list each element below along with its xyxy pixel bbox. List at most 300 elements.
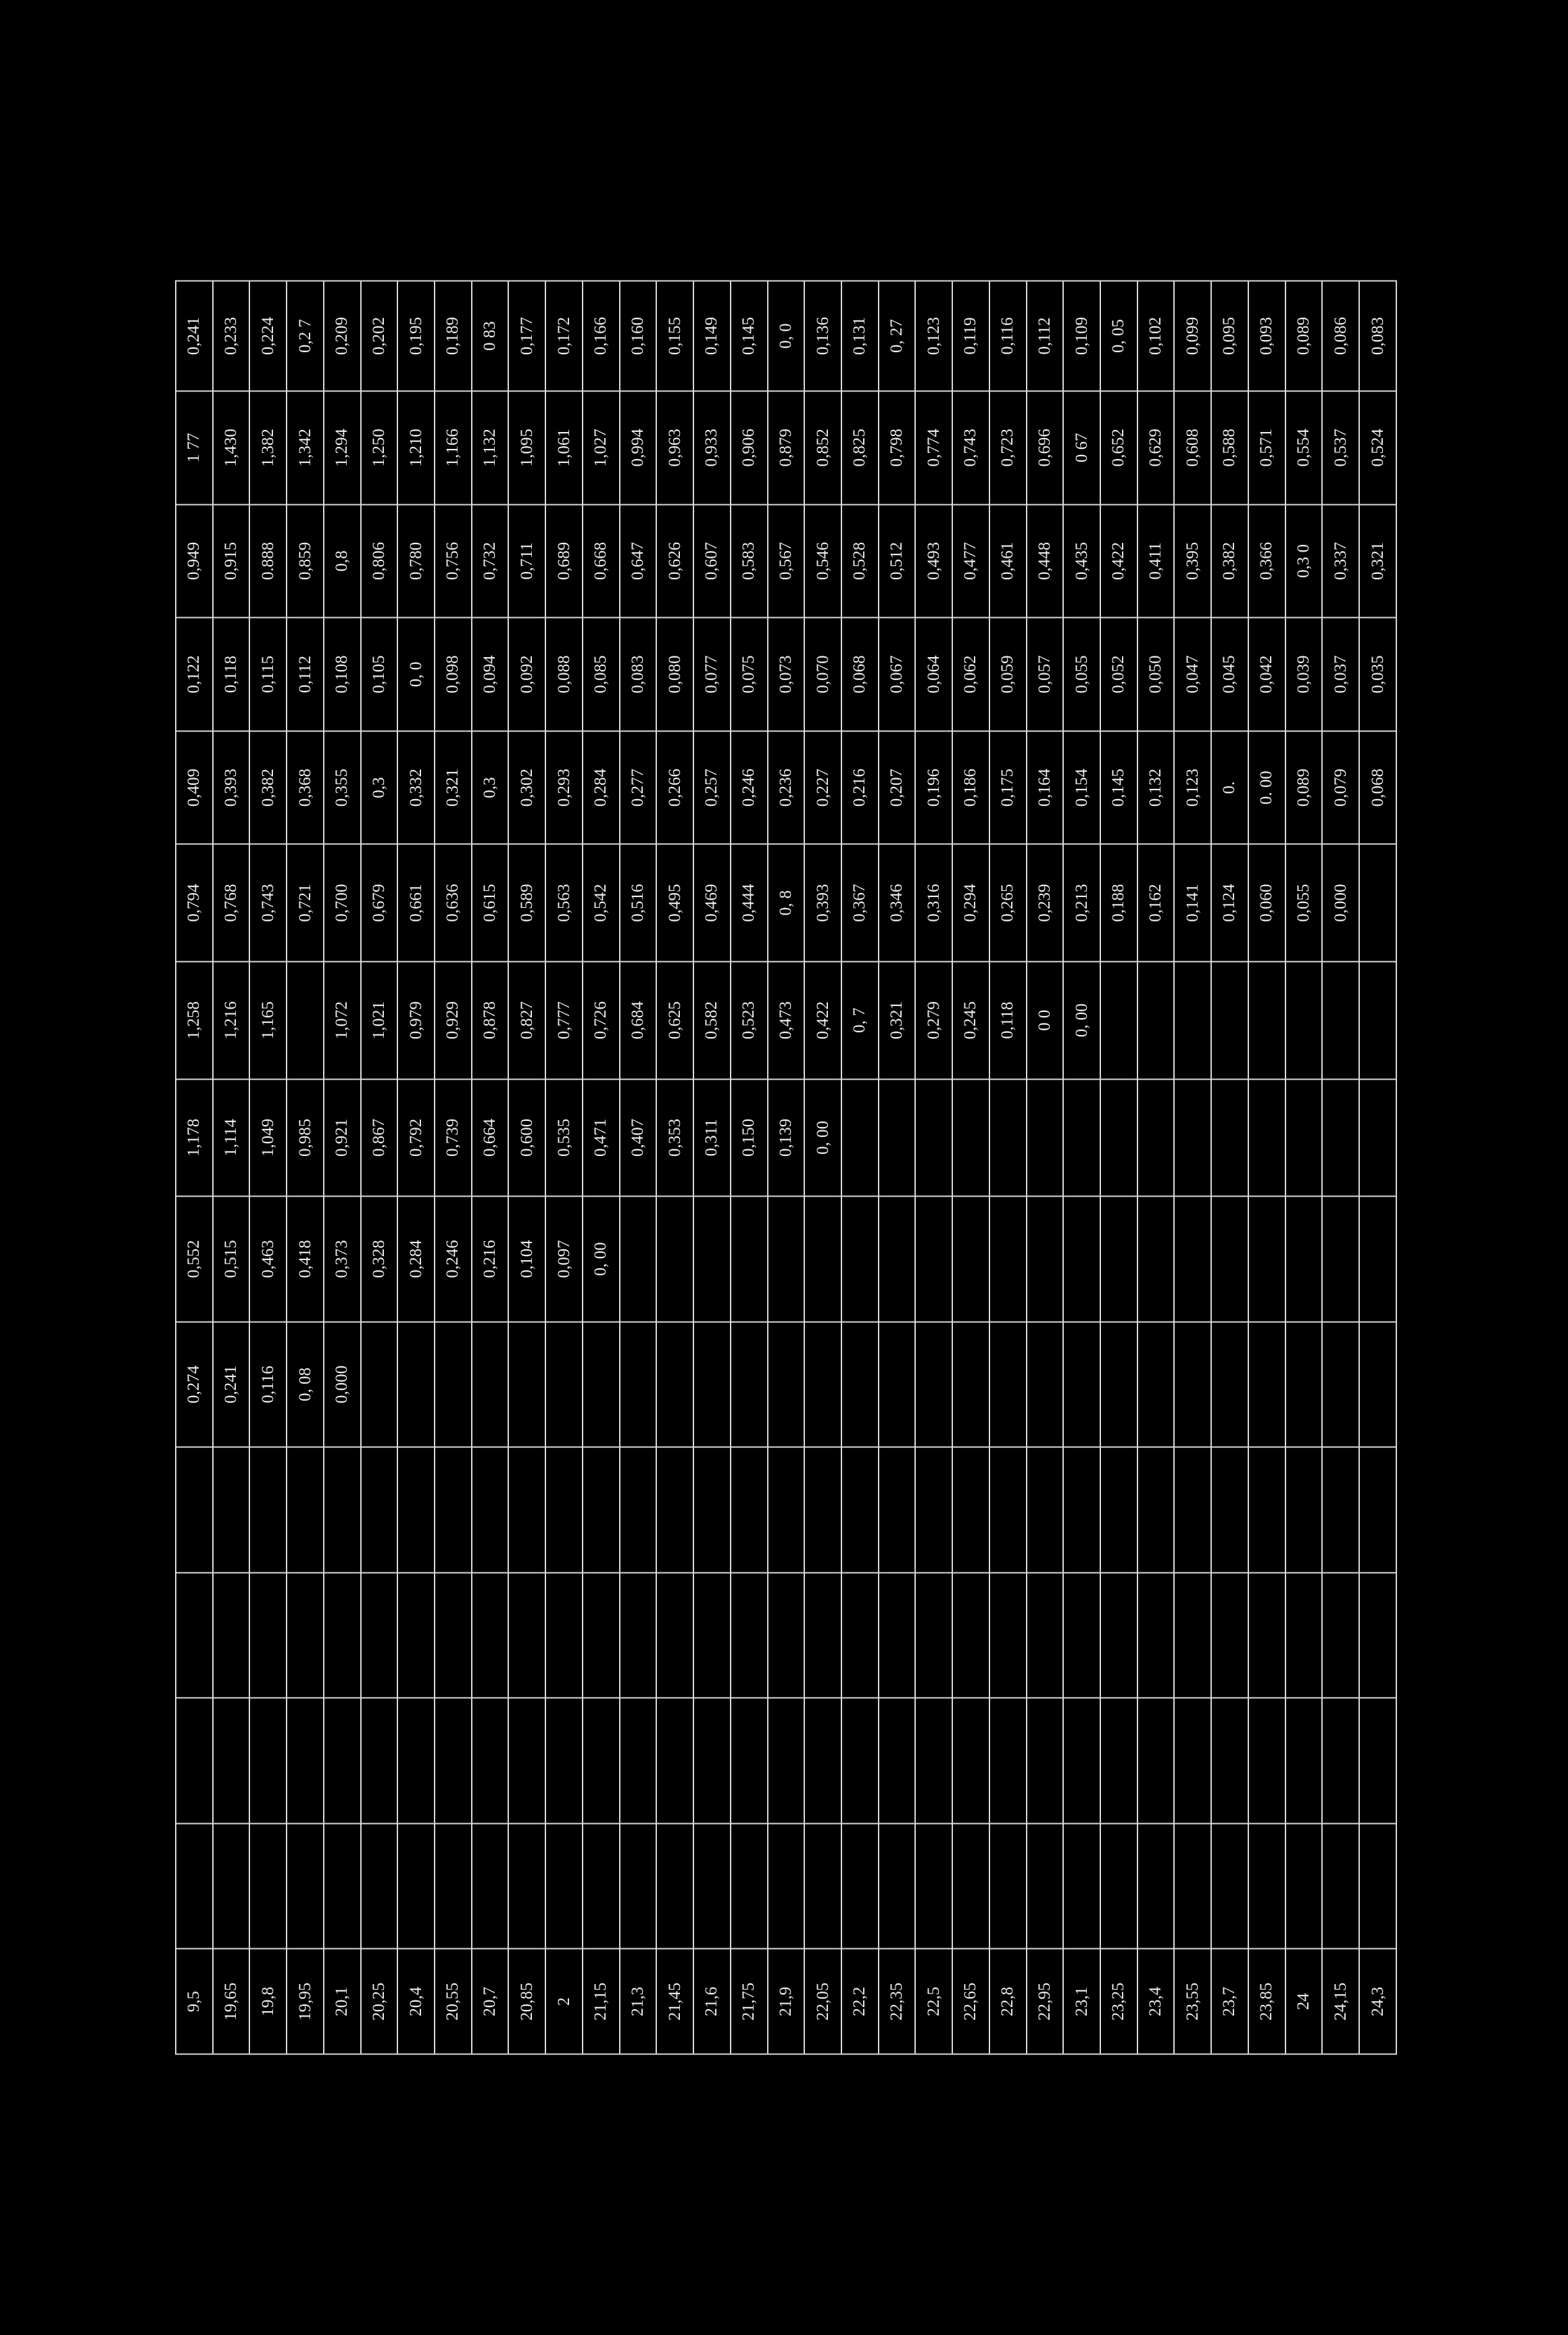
row-key-cell: 22,05 [804,1949,841,2054]
table-cell [915,1823,952,1949]
table-cell [915,1572,952,1698]
table-cell: 0,625 [656,961,693,1079]
table-cell [361,1322,398,1447]
table-cell: 0,588 [1211,391,1248,504]
table-cell [1359,1322,1396,1447]
table-cell: 0,696 [1027,391,1064,504]
table-row [693,281,731,2054]
table-cell: 0,097 [545,1197,583,1322]
table-cell: 1,430 [213,391,250,504]
table-cell [545,1823,583,1949]
table-cell: 1 77 [176,391,213,504]
row-key-cell: 23,85 [1248,1949,1285,2054]
table-cell: 0,3 [472,731,509,844]
table-cell: 0,2 7 [287,281,324,391]
row-key-cell: 19,65 [213,1949,250,2054]
table-cell [620,1447,657,1573]
table-cell [1137,1322,1175,1447]
table-cell [397,1698,435,1824]
table-row [213,281,250,2054]
table-cell: 0,444 [731,844,768,962]
table-cell: 0,196 [915,731,952,844]
table-cell: 0,039 [1285,618,1323,731]
table-cell [1100,1197,1137,1322]
table-cell: 0,057 [1027,618,1064,731]
table-cell [915,1447,952,1573]
table-cell: 0,411 [1137,504,1175,618]
table-cell: 1,061 [545,391,583,504]
table-cell: 0, 00 [804,1079,841,1197]
table-cell: 0,867 [361,1079,398,1197]
table-row [583,281,620,2054]
table-cell [1027,1447,1064,1573]
table-cell: 0,366 [1248,504,1285,618]
table-cell: 0,756 [435,504,472,618]
table-cell [620,1197,657,1322]
table-cell [693,1572,731,1698]
table-cell [656,1698,693,1824]
table-cell [989,1572,1027,1698]
table-cell [1285,1572,1323,1698]
table-cell: 0,060 [1248,844,1285,962]
table-cell: 0. [1211,731,1248,844]
table-cell: 0,395 [1174,504,1211,618]
table-cell: 0,062 [952,618,989,731]
table-cell: 0,245 [952,961,989,1079]
table-cell: 0,721 [287,844,324,962]
table-cell [1137,1823,1175,1949]
table-cell [1174,1197,1211,1322]
table-cell [1027,1197,1064,1322]
table-cell: 0,118 [213,618,250,731]
table-cell [583,1823,620,1949]
row-key-cell: 20,7 [472,1949,509,2054]
table-cell: 1,382 [249,391,287,504]
table-cell: 0,495 [656,844,693,962]
table-cell [435,1823,472,1949]
table-cell [1359,1197,1396,1322]
table-cell [1322,1823,1359,1949]
table-row [287,281,324,2054]
table-cell [435,1572,472,1698]
table-cell: 0,493 [915,504,952,618]
table-cell [879,1572,916,1698]
table-cell: 0,050 [1137,618,1175,731]
table-cell [1322,1698,1359,1824]
table-cell [545,1322,583,1447]
table-cell [952,1322,989,1447]
table-cell: 0,164 [1027,731,1064,844]
table-cell [249,1698,287,1824]
table-row [731,281,768,2054]
table-cell: 0, 8 [768,844,805,962]
table-cell [1285,1823,1323,1949]
table-cell: 0,042 [1248,618,1285,731]
table-row [1359,281,1396,2054]
table-cell [361,1447,398,1573]
table-cell [768,1823,805,1949]
table-row [397,281,435,2054]
table-cell: 0,471 [583,1079,620,1197]
table-cell: 0,132 [1137,731,1175,844]
table-cell: 0,123 [1174,731,1211,844]
row-key-cell: 21,3 [620,1949,657,2054]
table-cell [1137,961,1175,1079]
table-cell: 0,963 [656,391,693,504]
table-cell [361,1572,398,1698]
table-cell [731,1698,768,1824]
table-cell: 0,435 [1063,504,1100,618]
row-key-cell: 22,65 [952,1949,989,2054]
table-cell [287,1572,324,1698]
table-row [324,281,361,2054]
table-cell: 0,099 [1174,281,1211,391]
table-cell: 0,095 [1211,281,1248,391]
table-cell [324,1823,361,1949]
table-cell: 0,321 [435,731,472,844]
table-cell: 0,077 [693,618,731,731]
table-cell: 0,355 [324,731,361,844]
table-cell [768,1572,805,1698]
table-cell: 0, 00 [583,1197,620,1322]
table-cell [915,1322,952,1447]
table-cell [397,1823,435,1949]
table-cell [324,1447,361,1573]
table-cell: 0,000 [1322,844,1359,962]
table-row [1211,281,1248,2054]
table-cell [989,1079,1027,1197]
table-cell [1285,1197,1323,1322]
table-cell [731,1322,768,1447]
table-cell [952,1197,989,1322]
table-cell [656,1197,693,1322]
table-cell: 0,711 [508,504,545,618]
table-cell: 0,122 [176,618,213,731]
table-cell: 1,049 [249,1079,287,1197]
table-cell: 0,241 [213,1322,250,1447]
row-key-cell: 21,45 [656,1949,693,2054]
table-cell: 0,679 [361,844,398,962]
table-cell [1100,1823,1137,1949]
table-cell [656,1572,693,1698]
table-cell [1211,961,1248,1079]
table-cell: 0,086 [1322,281,1359,391]
table-cell [1322,1322,1359,1447]
table-cell: 0,554 [1285,391,1323,504]
table-cell: 0,3 0 [1285,504,1323,618]
table-cell: 1,027 [583,391,620,504]
table-cell: 0 0 [1027,961,1064,1079]
table-cell: 0,668 [583,504,620,618]
table-cell [1137,1572,1175,1698]
table-cell: 0,615 [472,844,509,962]
table-cell: 0,607 [693,504,731,618]
table-cell: 0, 7 [841,961,879,1079]
table-cell: 0,523 [731,961,768,1079]
table-cell: 0,563 [545,844,583,962]
table-row [879,281,916,2054]
table-cell: 0, 0 [768,281,805,391]
table-row [435,281,472,2054]
table-cell: 0,216 [841,731,879,844]
table-cell: 0 83 [472,281,509,391]
table-cell: 0,418 [287,1197,324,1322]
table-cell: 0,188 [1100,844,1137,962]
table-cell: 0,806 [361,504,398,618]
table-cell: 0,149 [693,281,731,391]
table-cell: 0,246 [731,731,768,844]
table-cell: 0,094 [472,618,509,731]
table-row [249,281,287,2054]
table-cell: 1,210 [397,391,435,504]
table-cell [1322,961,1359,1079]
table-cell: 0,629 [1137,391,1175,504]
table-row [1063,281,1100,2054]
table-cell [397,1447,435,1573]
table-cell [1359,1572,1396,1698]
table-cell [1174,961,1211,1079]
table-cell: 0,311 [693,1079,731,1197]
table-cell: 1,166 [435,391,472,504]
table-cell: 0,098 [435,618,472,731]
table-cell [620,1698,657,1824]
row-key-cell: 19,95 [287,1949,324,2054]
table-cell [1285,1322,1323,1447]
table-cell: 0,233 [213,281,250,391]
table-cell: 1,178 [176,1079,213,1197]
table-cell [1211,1447,1248,1573]
table-cell: 0,257 [693,731,731,844]
table-cell: 1,021 [361,961,398,1079]
table-cell [989,1322,1027,1447]
table-cell: 0,798 [879,391,916,504]
table-cell: 0,949 [176,504,213,618]
table-cell [176,1823,213,1949]
row-key-cell: 24 [1285,1949,1323,2054]
table-cell: 0,266 [656,731,693,844]
table-cell: 0,382 [249,731,287,844]
table-cell [361,1823,398,1949]
table-cell [915,1197,952,1322]
table-cell [176,1698,213,1824]
table-cell [693,1698,731,1824]
table-row [841,281,879,2054]
table-cell: 0,684 [620,961,657,1079]
table-cell: 0,055 [1285,844,1323,962]
table-cell: 0,067 [879,618,916,731]
table-cell: 0,150 [731,1079,768,1197]
table-cell: 0,284 [583,731,620,844]
table-cell [656,1447,693,1573]
table-cell [1359,961,1396,1079]
table-cell: 0,3 [361,731,398,844]
table-cell: 1,095 [508,391,545,504]
table-cell [1322,1079,1359,1197]
table-cell: 0,102 [1137,281,1175,391]
row-key-cell: 24,15 [1322,1949,1359,2054]
table-cell: 0,906 [731,391,768,504]
table-cell [1248,1572,1285,1698]
table-cell: 1,114 [213,1079,250,1197]
table-cell: 0,115 [249,618,287,731]
row-key-cell: 21,6 [693,1949,731,2054]
table-cell: 0,216 [472,1197,509,1322]
table-cell: 0,279 [915,961,952,1079]
table-cell: 0,227 [804,731,841,844]
table-cell [1137,1698,1175,1824]
table-cell: 0,073 [768,618,805,731]
table-row [1027,281,1064,2054]
table-cell: 0,316 [915,844,952,962]
row-key-cell: 23,4 [1137,1949,1175,2054]
table-cell [176,1572,213,1698]
table-cell: 0,461 [989,504,1027,618]
table-cell [1063,1322,1100,1447]
table-cell: 0,852 [804,391,841,504]
table-cell: 0,059 [989,618,1027,731]
table-row [620,281,657,2054]
table-cell [508,1698,545,1824]
table-cell [620,1572,657,1698]
row-key-cell: 20,1 [324,1949,361,2054]
table-cell: 0,175 [989,731,1027,844]
table-row [952,281,989,2054]
table-cell: 0,524 [1359,391,1396,504]
table-cell [249,1447,287,1573]
table-cell: 0,382 [1211,504,1248,618]
table-cell [472,1698,509,1824]
table-cell [1248,1823,1285,1949]
table-cell: 0,209 [324,281,361,391]
table-cell [287,1823,324,1949]
table-cell: 1,294 [324,391,361,504]
table-cell: 0,123 [915,281,952,391]
table-cell: 0,552 [176,1197,213,1322]
table-cell [508,1572,545,1698]
table-cell: 0,277 [620,731,657,844]
row-key-cell: 24,3 [1359,1949,1396,2054]
row-key-cell: 20,25 [361,1949,398,2054]
table-cell: 0,083 [620,618,657,731]
row-key-cell: 9,5 [176,1949,213,2054]
table-cell [508,1823,545,1949]
table-cell [583,1322,620,1447]
table-cell [1027,1079,1064,1197]
table-cell: 0,064 [915,618,952,731]
table-cell [656,1823,693,1949]
table-row [508,281,545,2054]
table-cell [693,1823,731,1949]
table-cell: 0,827 [508,961,545,1079]
table-cell: 0,8 [324,504,361,618]
table-cell: 0,921 [324,1079,361,1197]
table-cell: 0,035 [1359,618,1396,731]
table-cell: 0,172 [545,281,583,391]
table-cell: 0, 05 [1100,281,1137,391]
table-cell [1100,1079,1137,1197]
table-cell [989,1698,1027,1824]
table-cell: 0,160 [620,281,657,391]
table-cell: 0,112 [287,618,324,731]
table-cell: 0,093 [1248,281,1285,391]
table-cell [472,1823,509,1949]
table-cell: 0,528 [841,504,879,618]
table-cell [952,1823,989,1949]
table-cell [1137,1447,1175,1573]
table-cell [1100,1698,1137,1824]
table-cell [472,1572,509,1698]
table-cell: 0,393 [213,731,250,844]
table-cell: 0,664 [472,1079,509,1197]
table-cell [879,1447,916,1573]
table-cell [435,1322,472,1447]
row-key-cell: 21,9 [768,1949,805,2054]
table-cell: 0,047 [1174,618,1211,731]
table-cell [1027,1322,1064,1447]
table-cell [1322,1572,1359,1698]
table-cell [1027,1572,1064,1698]
table-cell [915,1698,952,1824]
table-cell [176,1447,213,1573]
table-cell [1285,1698,1323,1824]
table-cell: 0,743 [249,844,287,962]
table-cell [989,1197,1027,1322]
table-cell [1322,1197,1359,1322]
table-cell: 0,739 [435,1079,472,1197]
table-cell: 0,777 [545,961,583,1079]
table-cell: 0,284 [397,1197,435,1322]
table-cell: 0. 00 [1248,731,1285,844]
table-cell: 0,393 [804,844,841,962]
table-row [768,281,805,2054]
table-cell [1285,961,1323,1079]
table-cell: 0,119 [952,281,989,391]
row-key-cell: 22,8 [989,1949,1027,2054]
table-cell: 0,448 [1027,504,1064,618]
table-cell [620,1823,657,1949]
table-cell: 0,792 [397,1079,435,1197]
table-cell [879,1197,916,1322]
table-cell: 0,373 [324,1197,361,1322]
row-key-cell: 23,1 [1063,1949,1100,2054]
row-key-cell: 20,85 [508,1949,545,2054]
table-cell: 0,626 [656,504,693,618]
table-cell: 0, 00 [1063,961,1100,1079]
table-cell: 0.888 [249,504,287,618]
table-cell [1063,1079,1100,1197]
table-cell [879,1322,916,1447]
table-row [1285,281,1323,2054]
table-cell [804,1698,841,1824]
table-cell: 0,068 [1359,731,1396,844]
table-cell [508,1322,545,1447]
table-cell [952,1447,989,1573]
table-cell: 1,132 [472,391,509,504]
table-cell [1063,1197,1100,1322]
table-cell [879,1698,916,1824]
table-cell [1211,1823,1248,1949]
table-cell: 0,985 [287,1079,324,1197]
table-cell [324,1572,361,1698]
table-cell [1063,1698,1100,1824]
table-cell: 0,246 [435,1197,472,1322]
table-cell: 0,321 [1359,504,1396,618]
table-cell: 0,109 [1063,281,1100,391]
table-cell: 0,353 [656,1079,693,1197]
table-cell [731,1823,768,1949]
table-cell [1174,1823,1211,1949]
table-cell [1322,1447,1359,1573]
